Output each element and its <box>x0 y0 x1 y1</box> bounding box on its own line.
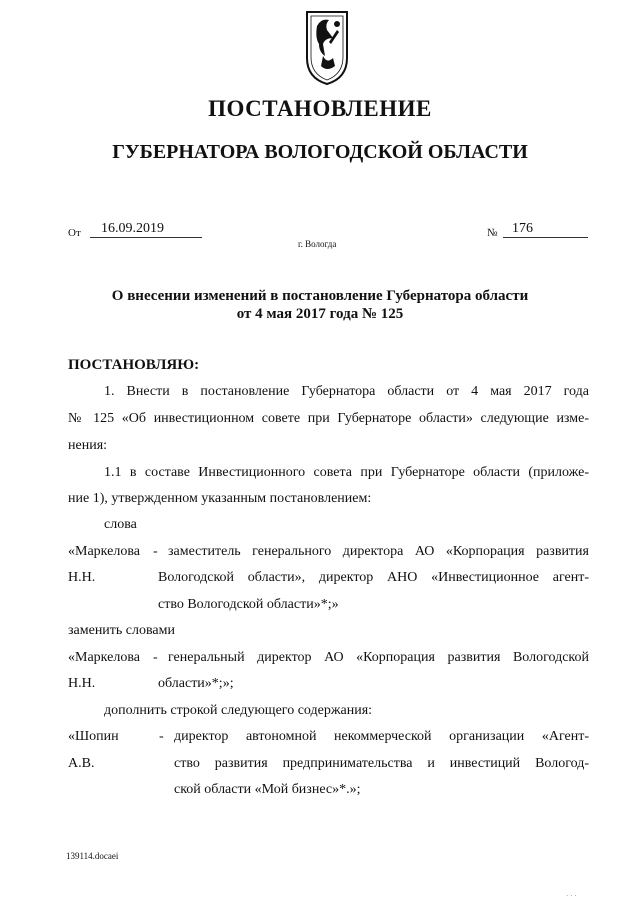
entry2-text-line1: генеральный директор АО «Корпорация развития Вологодской <box>168 650 589 665</box>
entry1-text-line1: заместитель генерального директора АО «Корпорация развития <box>168 544 589 559</box>
entry3-text-line2: ство развития предпринимательства и инвестиций Вологод- <box>174 756 589 771</box>
decree-heading: ПОСТАНОВЛЯЮ: <box>68 357 200 373</box>
number-prefix: № <box>487 227 498 239</box>
doc-subject-line2: от 4 мая 2017 года № 125 <box>236 306 404 322</box>
city-label: г. Вологда <box>298 239 337 249</box>
words-label: слова <box>104 517 137 532</box>
entry3-name-line2: А.В. <box>68 756 95 771</box>
date-prefix: От <box>68 227 81 239</box>
paragraph-11-line2: ние 1), утвержденном указанным постановлением: <box>68 491 372 506</box>
entry1-dash: - <box>153 544 158 559</box>
entry1-text-line3: ство Вологодской области»*;» <box>158 597 339 612</box>
entry2-name-line2: Н.Н. <box>68 676 96 691</box>
entry2-dash: - <box>153 650 158 665</box>
paragraph-1-line1: 1. Внести в постановление Губернатора области от 4 мая 2017 года <box>104 384 589 399</box>
paragraph-11-line1: 1.1 в составе Инвестиционного совета при Губернаторе области (приложе- <box>104 465 589 480</box>
entry2-text-line2: области»*;»; <box>158 676 234 691</box>
doc-subject-line1: О внесении изменений в постановление Губернатора области <box>111 288 529 304</box>
paragraph-1-line3: нения: <box>68 438 108 453</box>
document-number: 176 <box>512 221 533 236</box>
entry2-name-line1: «Маркелова <box>68 650 140 665</box>
entry1-name-line1: «Маркелова <box>68 544 140 559</box>
paragraph-1-line2: № 125 «Об инвестиционном совете при Губернаторе области» следующие изме- <box>68 411 589 426</box>
date-underline <box>90 237 202 238</box>
entry3-name-line1: «Шопин <box>68 729 119 744</box>
add-label: дополнить строкой следующего содержания: <box>104 703 373 718</box>
entry1-name-line2: Н.Н. <box>68 570 96 585</box>
number-underline <box>503 237 588 238</box>
entry3-text-line3: ской области «Мой бизнес»*.»; <box>174 782 361 797</box>
scan-mark: · · · <box>566 892 577 900</box>
coat-of-arms-emblem <box>303 8 351 86</box>
issuer-title: ГУБЕРНАТОРА ВОЛОГОДСКОЙ ОБЛАСТИ <box>112 141 528 163</box>
footer-filename: 139114.docaei <box>66 851 119 861</box>
entry1-text-line2: Вологодской области», директор АНО «Инвестиционное агент- <box>158 570 589 585</box>
replace-label: заменить словами <box>68 623 175 638</box>
entry3-dash: - <box>159 729 164 744</box>
entry3-text-line1: директор автономной некоммерческой организации «Агент- <box>174 729 589 744</box>
document-title: ПОСТАНОВЛЕНИЕ <box>208 96 432 121</box>
document-date: 16.09.2019 <box>101 221 164 236</box>
